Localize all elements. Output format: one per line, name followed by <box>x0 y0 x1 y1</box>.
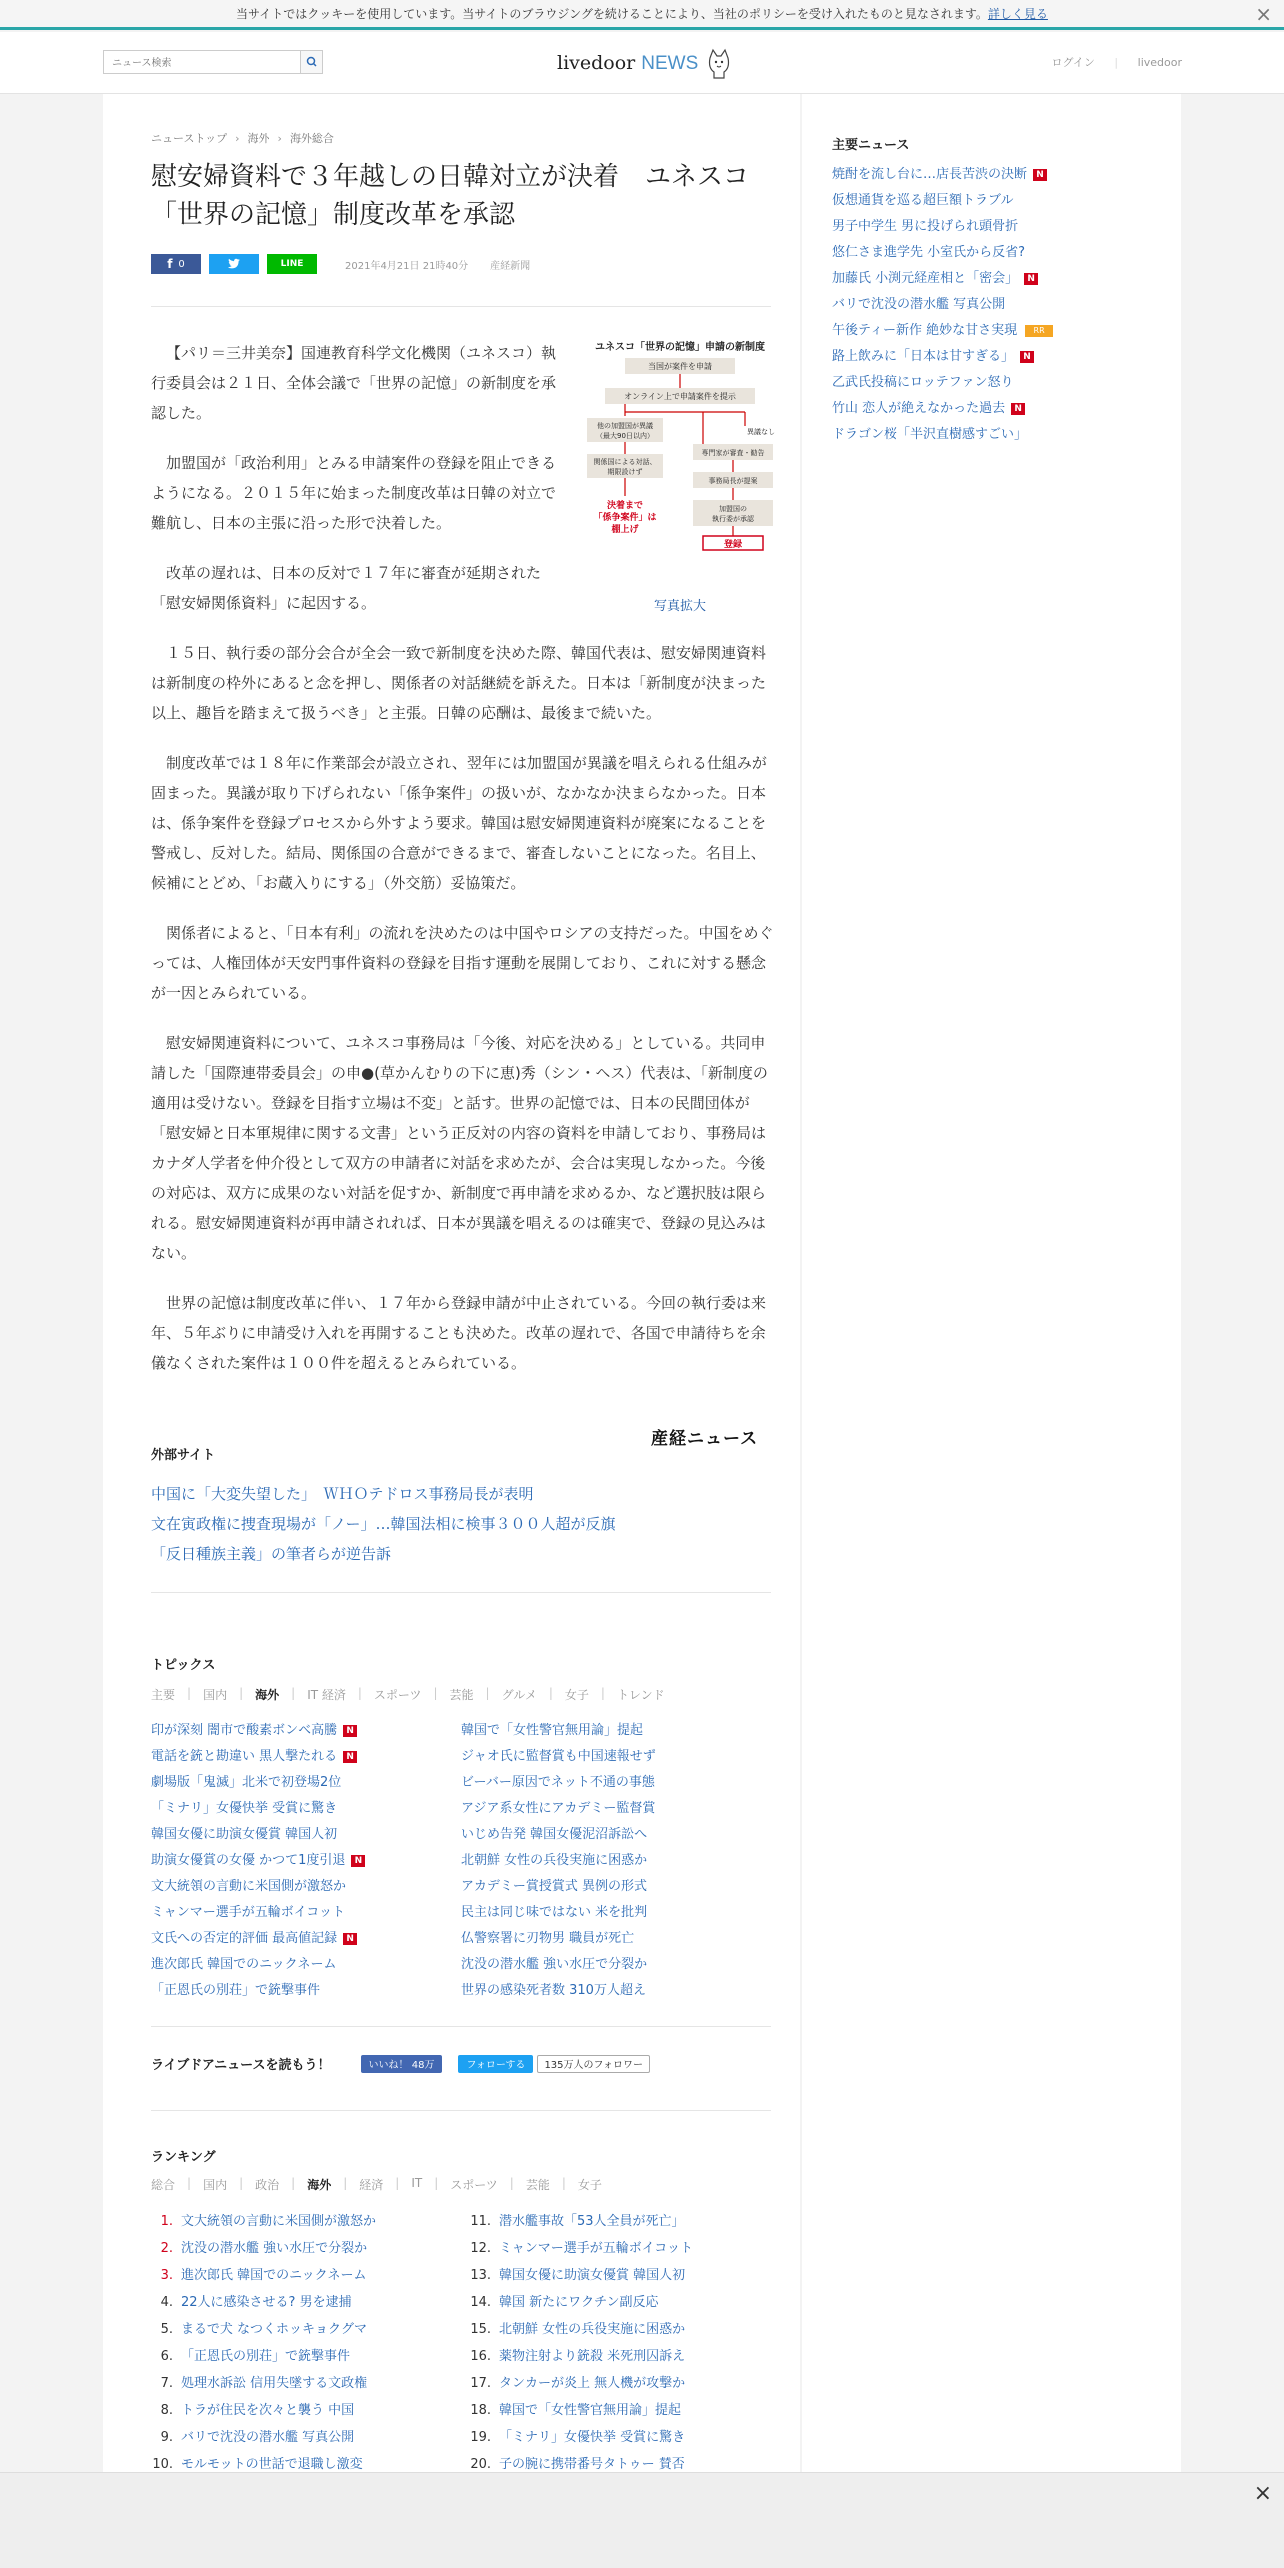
rr-badge: RR <box>1025 325 1053 337</box>
article-paragraph: 加盟国が「政治利用」とみる申請案件の登録を阻止できるようになる。２０１５年に始まった制度改革は日韓の対立で難航し、日本の主張に沿った形で決着した。 <box>151 454 557 532</box>
logo-news: NEWS <box>641 52 699 74</box>
ranking-tab[interactable]: 経済 <box>359 2178 384 2192</box>
line-share-button[interactable] <box>267 254 317 274</box>
external-link[interactable]: 文在寅政権に捜査現場が「ノー」…韓国法相に検事３００人超が反旗 <box>151 1515 616 1533</box>
rank-number: 12. <box>470 2241 491 2256</box>
ranking-item[interactable]: 3. 進次郎氏 韓国でのニックネーム <box>151 2262 376 2289</box>
figure-left3c: 棚上げ <box>611 525 639 535</box>
follow-text: ライブドアニュースを読もう！ <box>151 2058 331 2073</box>
figure-box1: 当国が案件を申請 <box>648 362 712 371</box>
rank-number: 20. <box>470 2457 491 2472</box>
line-icon: LINE <box>280 259 304 269</box>
tab-divider: | <box>561 2176 566 2190</box>
search-input[interactable] <box>104 53 300 75</box>
sidebar-news-item[interactable]: 乙武氏投稿にロッテファン怒り <box>832 375 1014 390</box>
list-item[interactable]: いじめ告発 韓国女優泥沼訴訟へ <box>461 1827 648 1842</box>
sidebar-news-item[interactable]: バリで沈没の潜水艦 写真公開 <box>832 297 1006 312</box>
article-paragraph: 関係者によると、「日本有利」の流れを決めたのは中国やロシアの支持だった。中国をめぐっては、人権団体が天安門事件資料の登録を目指す運動を展開しており、これに対する懸念が一因とみられている。 <box>151 924 774 1002</box>
nav-divider: | <box>1114 56 1119 69</box>
ranking-tab[interactable]: 国内 <box>203 2178 228 2192</box>
ranking-item[interactable]: 2. 沈没の潜水艦 強い水圧で分裂か <box>151 2235 376 2262</box>
login-link[interactable]: ログイン <box>1051 56 1095 69</box>
chevron-right-icon: › <box>235 132 240 145</box>
ranking-tabs <box>151 2176 614 2193</box>
figure-enlarge-link[interactable]: 写真拡大 <box>653 599 706 614</box>
tab-divider: | <box>239 2176 244 2190</box>
rank-number: 6. <box>160 2349 173 2364</box>
topics-tab[interactable]: グルメ <box>501 1688 537 1702</box>
breadcrumb-overseas-general[interactable]: 海外総合 <box>289 132 334 145</box>
tab-divider: | <box>187 1686 192 1700</box>
topics-list-left <box>151 1718 365 2004</box>
facebook-like-button[interactable]: いいね！ 48万 <box>361 2055 443 2073</box>
ranking-item[interactable]: 17. タンカーが炎上 無人機が攻撃か <box>461 2370 693 2397</box>
tab-divider: | <box>485 1686 490 1700</box>
list-item[interactable]: 北朝鮮 女性の兵役実施に困惑か <box>461 1853 648 1868</box>
topics-tab[interactable]: スポーツ <box>373 1688 422 1702</box>
divider <box>151 2026 771 2027</box>
header-nav <box>1035 54 1182 70</box>
list-item[interactable]: 進次郎氏 韓国でのニックネーム <box>151 1957 337 1972</box>
new-badge: N <box>1020 351 1034 363</box>
ranking-item[interactable]: 1. 文大統領の言動に米国側が激怒か <box>151 2208 376 2235</box>
figure-left1b: （最大90日以内） <box>596 432 654 440</box>
rank-number: 1. <box>160 2214 173 2229</box>
topics-tab[interactable]: 女子 <box>564 1688 589 1702</box>
tab-divider: | <box>434 2176 439 2190</box>
breadcrumb <box>151 130 334 146</box>
logo-text: livedoor NEWS <box>557 51 699 74</box>
tab-divider: | <box>343 2176 348 2190</box>
cat-mascot-icon <box>704 46 734 80</box>
list-item[interactable]: 仏警察署に刃物男 職員が死亡 <box>461 1931 635 1946</box>
rank-number: 9. <box>160 2430 173 2445</box>
ranking-list-right <box>461 2208 693 2478</box>
new-badge: N <box>343 1933 357 1945</box>
rank-number: 8. <box>160 2403 173 2418</box>
sidebar-news-list <box>832 162 1053 448</box>
article-paragraph: 【パリ＝三井美奈】国連教育科学文化機関（ユネスコ）執行委員会は２１日、全体会議で「世界の記憶」の新制度を承認した。 <box>151 344 557 422</box>
rank-number: 2. <box>160 2241 173 2256</box>
external-sites-heading: 外部サイト <box>151 1448 216 1463</box>
figure-left2b: 期限設けず <box>607 468 643 476</box>
search-box <box>103 50 323 74</box>
ranking-item[interactable]: 4. 22人に感染させる? 男を逮捕 <box>151 2289 376 2316</box>
figure-title: ユネスコ「世界の記憶」申請の新制度 <box>595 342 765 353</box>
list-item[interactable]: 助演女優賞の女優 かつて1度引退 N <box>151 1848 365 1874</box>
list-item[interactable]: 沈没の潜水艦 強い水圧で分裂か <box>461 1957 648 1972</box>
ranking-item[interactable]: 7. 処理水訴訟 信用失墜する文政権 <box>151 2370 376 2397</box>
ranking-item[interactable]: 8. トラが住民を次々と襲う 中国 <box>151 2397 376 2424</box>
list-item[interactable]: 「ミナリ」女優快挙 受賞に驚き <box>151 1801 338 1816</box>
ranking-item[interactable]: 14. 韓国 新たにワクチン副反応 <box>461 2289 693 2316</box>
rank-number: 14. <box>470 2295 491 2310</box>
twitter-bird-icon <box>227 258 241 270</box>
article-source[interactable]: 産経新聞 <box>490 260 531 272</box>
ranking-item[interactable]: 20. 子の腕に携帯番号タトゥー 賛否 <box>461 2451 693 2478</box>
chevron-right-icon: › <box>277 132 282 145</box>
sidebar-news-item[interactable]: 仮想通貨を巡る超巨額トラブル <box>832 193 1014 208</box>
external-link[interactable]: 中国に「大変失望した」 ＷＨＯテドロス事務局長が表明 <box>151 1485 534 1503</box>
ranking-item[interactable]: 12. ミャンマー選手が五輪ボイコット <box>461 2235 693 2262</box>
topics-tab[interactable]: 国内 <box>203 1688 228 1702</box>
ranking-item[interactable]: 6. 「正恩氏の別荘」で銃撃事件 <box>151 2343 376 2370</box>
article-paragraph: 制度改革では１８年に作業部会が設立され、翌年には加盟国が異議を唱えられる仕組みが固まった。異議が取り下げられない「係争案件」の扱いが、なかなか決まらなかった。日本は、係争案件を登録プロセスから外すよう要求。韓国は慰安婦関連資料が廃案になることを警戒し、反対した。結局、関係国の合意ができるまで、審査しないことになった。名目上、候補にとどめ、「お蔵入りにする」（外交筋）妥協策だ。 <box>151 754 767 892</box>
rank-number: 16. <box>470 2349 491 2364</box>
breadcrumb-overseas[interactable]: 海外 <box>247 132 270 145</box>
topics-tab[interactable]: 芸能 <box>449 1688 474 1702</box>
divider <box>151 306 771 307</box>
sidebar-news-item[interactable]: 竹山 恋人が絶えなかった過去 N <box>832 396 1053 422</box>
rank-number: 15. <box>470 2322 491 2337</box>
search-button[interactable] <box>300 51 322 73</box>
sidebar-news-item[interactable]: 加藤氏 小渕元経産相と「密会」 N <box>832 266 1053 292</box>
tab-divider: | <box>433 1686 438 1700</box>
flowchart-image <box>585 338 775 590</box>
figure-left3b: 「係争案件」は <box>593 513 657 523</box>
article-body <box>151 338 775 1398</box>
list-item[interactable]: 韓国女優に助演女優賞 韓国人初 <box>151 1827 338 1842</box>
ranking-list-left <box>151 2208 376 2478</box>
topics-tab[interactable]: IT 経済 <box>307 1688 346 1702</box>
tab-divider: | <box>548 1686 553 1700</box>
sidebar <box>802 94 1181 2494</box>
ranking-item[interactable]: 11. 潜水艦事故「53人全員が死亡」 <box>461 2208 693 2235</box>
ranking-heading: ランキング <box>151 2150 216 2165</box>
external-link[interactable]: 「反日種族主義」の筆者らが逆告訴 <box>151 1545 392 1563</box>
sidebar-news-item[interactable]: 路上飲みに「日本は甘すぎる」 N <box>832 344 1053 370</box>
tab-divider: | <box>239 1686 244 1700</box>
new-badge: N <box>351 1855 365 1867</box>
tab-divider: | <box>357 1686 362 1700</box>
publish-date: 2021年4月21日 21時40分 <box>345 260 469 272</box>
figure-left3a: 決着まで <box>606 501 644 511</box>
twitter-follow-button[interactable]: フォローする <box>458 2055 533 2073</box>
tab-divider: | <box>291 1686 296 1700</box>
twitter-share-button[interactable] <box>209 254 259 274</box>
rank-number: 18. <box>470 2403 491 2418</box>
tab-divider: | <box>395 2176 400 2190</box>
list-item[interactable]: 民主は同じ味ではない 米を批判 <box>461 1905 648 1920</box>
ranking-tab[interactable]: 女子 <box>577 2178 602 2192</box>
divider <box>151 2110 771 2111</box>
list-item[interactable]: アジア系女性にアカデミー監督賞 <box>461 1801 656 1816</box>
list-item[interactable]: 世界の感染死者数 310万人超え <box>461 1983 646 1998</box>
figure-left1a: 他の加盟国が異議 <box>597 422 653 430</box>
sidebar-news-item[interactable]: 悠仁さま進学先 小室氏から反省? <box>832 245 1026 260</box>
article-paragraph: １５日、執行委の部分会合が全会一致で新制度を決めた際、韓国代表は、慰安婦関連資料は新制度の枠外にあると念を押し、関係者の対話継続を訴えた。日本は「新制度が決まった以上、趣旨を踏まえて扱うべき」と主張。日韓の応酬は、最後まで続いた。 <box>151 644 767 722</box>
ranking-tab[interactable]: 政治 <box>255 2178 280 2192</box>
topics-tabs <box>151 1686 677 1703</box>
ranking-item[interactable]: 15. 北朝鮮 女性の兵役実施に困惑か <box>461 2316 693 2343</box>
sidebar-news-item[interactable]: ドラゴン桜「半沢直樹感すごい」 <box>832 427 1028 442</box>
topics-tab[interactable]: 主要 <box>151 1688 176 1702</box>
ranking-item[interactable]: 19. 「ミナリ」女優快挙 受賞に驚き <box>461 2424 693 2451</box>
ranking-tab-active[interactable]: 海外 <box>307 2178 332 2192</box>
list-item[interactable]: アカデミー賞授賞式 異例の形式 <box>461 1879 648 1894</box>
breadcrumb-top[interactable]: ニューストップ <box>151 132 228 145</box>
list-item[interactable]: ミャンマー選手が五輪ボイコット <box>151 1905 345 1920</box>
new-badge: N <box>1033 169 1047 181</box>
sidebar-news-item[interactable]: 男子中学生 男に投げられ頭骨折 <box>832 219 1019 234</box>
twitter-follower-count: 135万人のフォロワー <box>537 2055 650 2073</box>
cookie-close-button[interactable]: × <box>1255 2 1272 26</box>
ranking-item[interactable]: 10. モルモットの世話で退職し激変 <box>151 2451 376 2478</box>
ranking-tab[interactable]: IT <box>411 2176 423 2190</box>
tab-divider: | <box>509 2176 514 2190</box>
figure-right3a: 加盟国の <box>719 505 747 513</box>
ranking-item[interactable]: 5. まるで犬 なつくホッキョクグマ <box>151 2316 376 2343</box>
list-item[interactable]: 韓国で「女性警官無用論」提起 <box>461 1723 644 1738</box>
article-figure[interactable] <box>585 338 775 622</box>
ranking-item[interactable]: 16. 薬物注射より銃殺 米死刑囚訴え <box>461 2343 693 2370</box>
figure-left2a: 関係国による対話、 <box>593 458 657 466</box>
facebook-share-count: 0 <box>178 258 185 270</box>
list-item[interactable]: 電話を銃と勘違い 黒人撃たれる N <box>151 1744 365 1770</box>
follow-bar <box>151 2054 650 2073</box>
new-badge: N <box>343 1751 357 1763</box>
list-item[interactable]: ビーバー原因でネット不通の事態 <box>461 1775 655 1790</box>
article-paragraph: 世界の記憶は制度改革に伴い、１７年から登録申請が中止されている。今回の執行委は来年、５年ぶりに申請受け入れを再開することも決めた。改革の遅れで、各国で申請待ちを余儀なくされた案件は１００件を超えるとみられている。 <box>151 1294 767 1372</box>
site-header <box>0 32 1284 94</box>
cookie-banner <box>0 0 1284 30</box>
publisher-logo[interactable]: 産経ニュース <box>651 1429 759 1449</box>
rank-number: 10. <box>152 2457 173 2472</box>
new-badge: N <box>1011 403 1025 415</box>
new-badge: N <box>343 1725 357 1737</box>
rank-number: 11. <box>470 2214 491 2229</box>
site-logo[interactable] <box>557 46 734 80</box>
list-item[interactable]: 印が深刻 闇市で酸素ボンベ高騰 N <box>151 1718 365 1744</box>
sidebar-heading: 主要ニュース <box>832 138 910 153</box>
cookie-text: 当サイトではクッキーを使用しています。当サイトのブラウジングを続けることにより、当社のポリシーを受け入れたものと見なされます。 <box>236 7 988 21</box>
list-item[interactable]: 文大統領の言動に米国側が激怒か <box>151 1879 347 1894</box>
ranking-item[interactable]: 13. 韓国女優に助演女優賞 韓国人初 <box>461 2262 693 2289</box>
list-item[interactable]: ジャオ氏に監督賞も中国速報せず <box>461 1749 656 1764</box>
figure-right4: 登録 <box>723 540 743 550</box>
rank-number: 13. <box>470 2268 491 2283</box>
rank-number: 3. <box>160 2268 173 2283</box>
divider <box>151 1592 771 1593</box>
tab-divider: | <box>187 2176 192 2190</box>
livedoor-link[interactable]: livedoor <box>1137 56 1182 69</box>
list-item[interactable]: 劇場版「鬼滅」北米で初登場2位 <box>151 1775 342 1790</box>
rank-number: 5. <box>160 2322 173 2337</box>
list-item[interactable]: 文氏への否定的評価 最高値記録 N <box>151 1926 365 1952</box>
bottom-ad-bar <box>0 2472 1284 2568</box>
figure-right2: 事務局長が提案 <box>708 477 758 485</box>
ranking-item[interactable]: 9. バリで沈没の潜水艦 写真公開 <box>151 2424 376 2451</box>
topics-tab[interactable]: トレンド <box>616 1688 665 1702</box>
ranking-item[interactable]: 18. 韓国で「女性警官無用論」提起 <box>461 2397 693 2424</box>
article-title: 慰安婦資料で３年越しの日韓対立が決着 ユネスコ 「世界の記憶」制度改革を承認 <box>151 162 776 230</box>
facebook-icon: f <box>167 257 173 271</box>
share-bar <box>151 254 530 274</box>
topics-tab-active[interactable]: 海外 <box>255 1688 280 1702</box>
rank-number: 19. <box>470 2430 491 2445</box>
sidebar-news-item[interactable]: 焼酎を流し台に…店長苦渋の決断 N <box>832 162 1053 188</box>
facebook-share-button[interactable] <box>151 254 201 274</box>
figure-right1: 専門家が審査・勧告 <box>701 449 765 457</box>
sidebar-news-item[interactable]: 午後ティー新作 絶妙な甘さ実現 RR <box>832 318 1053 344</box>
rank-number: 7. <box>160 2376 173 2391</box>
figure-box2: オンライン上で申請案件を提示 <box>624 392 736 401</box>
ranking-tab[interactable]: スポーツ <box>450 2178 498 2192</box>
figure-right3b: 執行委が承認 <box>712 515 754 523</box>
main-column <box>103 94 800 2494</box>
new-badge: N <box>1024 273 1038 285</box>
tab-divider: | <box>291 2176 296 2190</box>
article-paragraph: 慰安婦関連資料について、ユネスコ事務局は「今後、対応を決める」としている。共同申請した「国際連帯委員会」の申●(草かんむりの下に恵)秀（シン・ヘス）代表は、「新制度の適用は受けない。登録を目指す立場は不変」と話す。世界の記憶では、日本の民間団体が「慰安婦と日本軍規律に関する文書」という正反対の内容の資料を申請しており、事務局はカナダ人学者を仲介役として双方の申請者に対話を求めたが、会合は実現しなかった。今後の対応は、双方に成果のない対話を促すか、新制度で再申請を求めるか、など選択肢は限られる。慰安婦関連資料が再申請されれば、日本が異議を唱えるのは確実で、登録の見込みはない。 <box>151 1034 768 1262</box>
ranking-tab[interactable]: 総合 <box>151 2178 176 2192</box>
cookie-more-link[interactable]: 詳しく見る <box>987 7 1048 21</box>
external-links <box>151 1479 616 1569</box>
topics-list-right <box>461 1718 656 2004</box>
topics-heading: トピックス <box>151 1658 216 1673</box>
ranking-tab[interactable]: 芸能 <box>525 2178 550 2192</box>
search-icon <box>301 51 323 73</box>
article-paragraph: 改革の遅れは、日本の反対で１７年に審査が延期された「慰安婦関係資料」に起因する。 <box>151 564 542 612</box>
list-item[interactable]: 「正恩氏の別荘」で銃撃事件 <box>151 1983 321 1998</box>
figure-right-label: 異議なし <box>747 428 775 436</box>
close-icon[interactable]: × <box>1253 2481 1272 2506</box>
rank-number: 4. <box>160 2295 173 2310</box>
rank-number: 17. <box>470 2376 491 2391</box>
tab-divider: | <box>600 1686 605 1700</box>
